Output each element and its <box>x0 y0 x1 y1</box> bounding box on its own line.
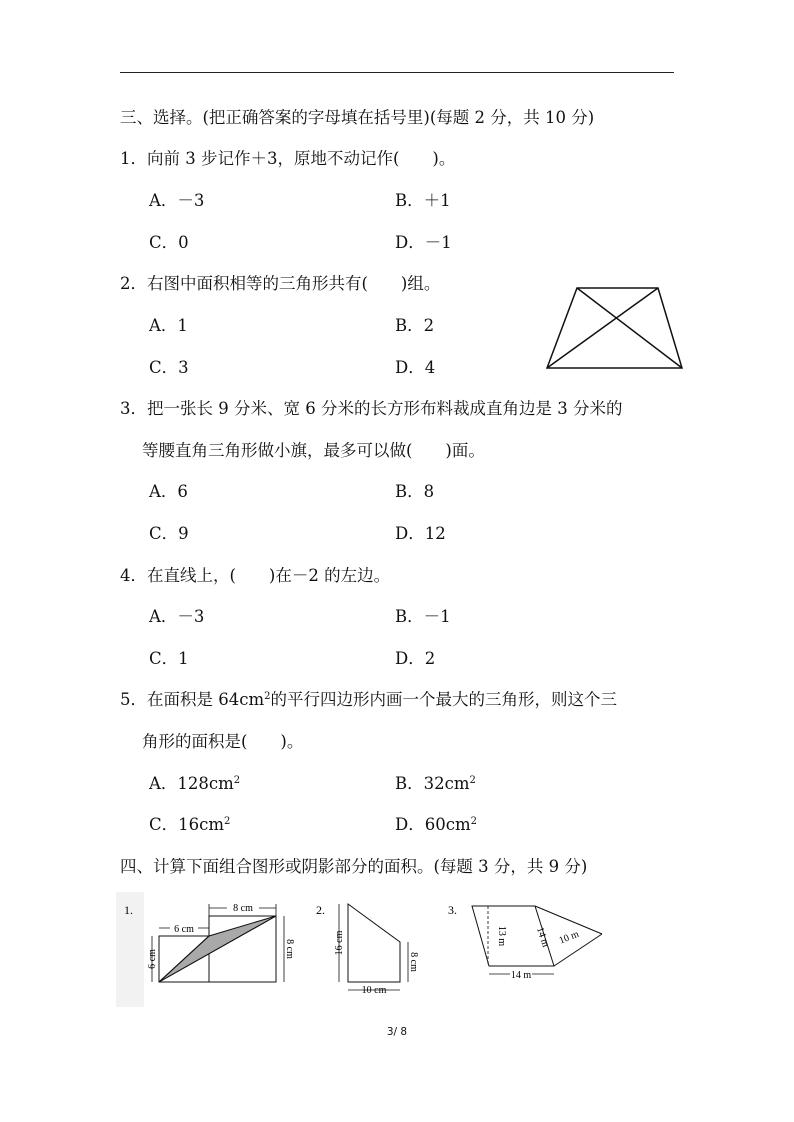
figure-3-slant-label: 14 m <box>534 925 551 949</box>
q4-option-a: A．－3 <box>149 607 205 626</box>
q1-option-d: D．－1 <box>395 233 452 252</box>
q4-option-d: D．2 <box>395 649 436 668</box>
section4-title: 四、计算下面组合图形或阴影部分的面积。(每题 3 分，共 9 分) <box>120 857 588 876</box>
q1-text: 1．向前 3 步记作＋3，原地不动记作( )。 <box>120 149 456 168</box>
q3-text-line1: 3．把一张长 9 分米、宽 6 分米的长方形布料裁成直角边是 3 分米的 <box>120 399 623 418</box>
page-number: 3/ 8 <box>386 1026 408 1038</box>
figure-2-rightside-label: 8 cm <box>408 952 419 972</box>
q3-option-b: B．8 <box>395 482 435 501</box>
q5-option-a-text: A．128cm <box>149 774 234 793</box>
q2-option-b: B．2 <box>395 316 435 335</box>
q1-option-b: B．＋1 <box>395 191 451 210</box>
q5-text-line1 <box>120 690 617 710</box>
figure-3-height-label: 13 m <box>496 925 507 947</box>
figure-2-number: 2. <box>316 903 325 917</box>
q5-option-a <box>149 774 240 794</box>
figure-2-bottom-label: 10 cm <box>361 985 387 996</box>
q4-text: 4．在直线上，( )在－2 的左边。 <box>120 566 391 585</box>
q5-option-b <box>395 774 476 794</box>
q5-option-d-text: D．60cm <box>395 815 471 834</box>
figure-1-number: 1. <box>124 903 133 917</box>
trapezoid-figure <box>540 282 690 374</box>
figure-2 <box>310 892 430 1007</box>
figure-1-leftside-label: 6 cm <box>147 949 158 969</box>
q5-text-pre: 5．在面积是 64cm <box>120 690 265 709</box>
figure-3 <box>444 892 614 992</box>
figure-1-top-label: 8 cm <box>233 903 253 914</box>
q2-option-a: A．1 <box>149 316 188 335</box>
q2-option-d: D．4 <box>395 358 436 377</box>
q5-option-d-sup: 2 <box>470 816 477 827</box>
q3-option-c: C．9 <box>149 524 189 543</box>
figure-2-leftside-label: 16 cm <box>334 930 345 956</box>
figure-1-lefttop-label: 6 cm <box>174 924 194 935</box>
section3-title: 三、选择。(把正确答案的字母填在括号里)(每题 2 分，共 10 分) <box>120 108 595 127</box>
q5-option-b-sup: 2 <box>469 775 476 786</box>
q5-option-b-text: B．32cm <box>395 774 470 793</box>
q5-text-sup: 2 <box>264 691 271 702</box>
figure-3-bottom-label: 14 m <box>510 970 532 981</box>
q4-option-c: C．1 <box>149 649 189 668</box>
q5-option-c-sup: 2 <box>224 816 231 827</box>
q3-text-line2: 等腰直角三角形做小旗，最多可以做( )面。 <box>142 441 485 460</box>
figure-3-number: 3. <box>448 903 457 917</box>
q5-text-post: 的平行四边形内画一个最大的三角形，则这个三 <box>270 690 618 709</box>
q3-option-a: A．6 <box>149 482 188 501</box>
q5-option-d <box>395 815 477 835</box>
q5-option-c <box>149 815 230 835</box>
q5-text-line2: 角形的面积是( )。 <box>142 732 304 751</box>
q2-text: 2．右图中面积相等的三角形共有( )组。 <box>120 274 441 293</box>
figure-3-side-label: 10 m <box>557 928 581 947</box>
q4-option-b: B．－1 <box>395 607 451 626</box>
header-rule <box>120 72 674 73</box>
figure-1 <box>116 892 301 1007</box>
q5-option-c-text: C．16cm <box>149 815 225 834</box>
q5-option-a-sup: 2 <box>233 775 241 786</box>
figure-1-rightside-label: 8 cm <box>284 939 295 959</box>
q1-option-c: C．0 <box>149 233 189 252</box>
q3-option-d: D．12 <box>395 524 446 543</box>
q2-option-c: C．3 <box>149 358 189 377</box>
q1-option-a: A．－3 <box>149 191 205 210</box>
